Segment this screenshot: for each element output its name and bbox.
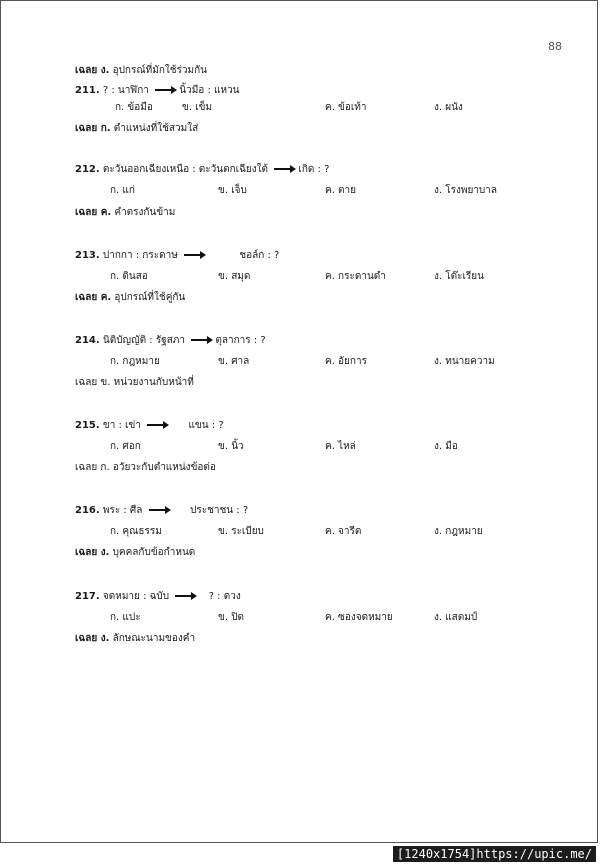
question-number: 211. xyxy=(75,85,100,96)
answer-label: เฉลย ค. xyxy=(75,207,112,218)
choices-214 xyxy=(0,355,600,369)
answer-text: อุปกรณ์ที่มักใช้ร่วมกัน xyxy=(112,65,208,76)
answer-text: คำตรงกันข้าม xyxy=(114,207,176,218)
choice-a: ก. ข้อมือ xyxy=(115,102,153,113)
question-number: 217. xyxy=(75,591,100,602)
page-number: 88 xyxy=(548,40,562,53)
answer-label: เฉลย ง. xyxy=(75,65,110,76)
answer-text: ลักษณะนามของคำ xyxy=(112,633,196,644)
question-right-pair: ชอล์ก : ? xyxy=(239,250,280,261)
choices-216 xyxy=(0,525,600,539)
answer-label: เฉลย ง. xyxy=(75,633,110,644)
arrow-icon xyxy=(191,339,209,341)
answer-label: เฉลย ง. xyxy=(75,547,110,558)
choices-212 xyxy=(0,184,600,198)
question-number: 214. xyxy=(75,335,100,346)
choice-d: ง. โต๊ะเรียน xyxy=(434,271,484,282)
answer-line-213 xyxy=(75,291,185,305)
question-216 xyxy=(75,504,248,518)
choice-d: ง. แสตมป์ xyxy=(434,612,478,623)
answer-line-211 xyxy=(75,122,198,136)
choices-211 xyxy=(0,101,600,115)
choice-b: ข. ปิด xyxy=(218,612,245,623)
arrow-icon xyxy=(175,595,193,597)
arrow-icon xyxy=(147,424,165,426)
choice-a: ก. คุณธรรม xyxy=(110,526,162,537)
answer-line-top xyxy=(75,64,207,78)
choice-a: ก. แก่ xyxy=(110,185,135,196)
question-213 xyxy=(75,249,279,263)
question-left-pair: ตะวันออกเฉียงเหนือ : ตะวันตกเฉียงใต้ xyxy=(102,164,269,175)
arrow-icon xyxy=(184,254,202,256)
choice-b: ข. สมุด xyxy=(218,271,251,282)
question-right-pair: แขน : ? xyxy=(188,420,224,431)
choices-217 xyxy=(0,611,600,625)
choice-a: ก. แปะ xyxy=(110,612,141,623)
arrow-icon xyxy=(155,89,173,91)
choice-d: ง. มือ xyxy=(434,441,458,452)
arrow-icon xyxy=(274,168,292,170)
answer-line-212 xyxy=(75,206,175,220)
answer-text: หน่วยงานกับหน้าที่ xyxy=(113,377,194,388)
answer-line-214 xyxy=(75,376,194,390)
question-right-pair: เกิด : ? xyxy=(298,164,330,175)
choice-c: ค. ซองจดหมาย xyxy=(325,612,393,623)
question-right-pair: นิ้วมือ : แหวน xyxy=(179,85,240,96)
choice-a: ก. ศอก xyxy=(110,441,141,452)
answer-label: เฉลย ข. xyxy=(75,377,111,388)
footer-bar xyxy=(0,843,600,865)
arrow-icon xyxy=(149,509,167,511)
choices-213 xyxy=(0,270,600,284)
choice-b: ข. เจ็บ xyxy=(218,185,247,196)
choice-d: ง. ทนายความ xyxy=(434,356,495,367)
question-left-pair: ขา : เข่า xyxy=(102,420,141,431)
question-right-pair: ประชาชน : ? xyxy=(189,505,249,516)
choice-b: ข. เข็ม xyxy=(182,102,213,113)
answer-label: เฉลย ก. xyxy=(75,123,111,134)
question-214 xyxy=(75,334,266,348)
question-211 xyxy=(75,84,240,98)
question-left-pair: ? : นาฬิกา xyxy=(102,85,149,96)
question-217 xyxy=(75,590,241,604)
choice-c: ค. ข้อเท้า xyxy=(325,102,367,113)
question-right-pair: ? : ดวง xyxy=(208,591,241,602)
choice-b: ข. ศาล xyxy=(218,356,250,367)
answer-line-216 xyxy=(75,546,195,560)
answer-line-217 xyxy=(75,632,195,646)
choice-a: ก. กฎหมาย xyxy=(110,356,160,367)
choice-b: ข. ระเบียบ xyxy=(218,526,264,537)
question-number: 213. xyxy=(75,250,100,261)
question-number: 215. xyxy=(75,420,100,431)
answer-text: อวัยวะกับตำแหน่งข้อต่อ xyxy=(112,462,216,473)
choice-d: ง. ผนัง xyxy=(434,102,463,113)
answer-label: เฉลย ก. xyxy=(75,462,110,473)
answer-text: ตำแหน่งที่ใช้สวมใส่ xyxy=(113,123,199,134)
question-left-pair: นิติบัญญัติ : รัฐสภา xyxy=(102,335,186,346)
question-left-pair: ปากกา : กระดาษ xyxy=(102,250,178,261)
question-left-pair: พระ : ศีล xyxy=(102,505,143,516)
choice-d: ง. โรงพยาบาล xyxy=(434,185,498,196)
question-left-pair: จดหมาย : ฉบับ xyxy=(102,591,170,602)
question-right-pair: ตุลาการ : ? xyxy=(215,335,266,346)
choice-c: ค. ไหล่ xyxy=(325,441,356,452)
choice-c: ค. ตาย xyxy=(325,185,357,196)
choice-b: ข. นิ้ว xyxy=(218,441,244,452)
choice-c: ค. จารีต xyxy=(325,526,362,537)
question-number: 212. xyxy=(75,164,100,175)
answer-label: เฉลย ค. xyxy=(75,292,112,303)
choice-c: ค. อัยการ xyxy=(325,356,367,367)
question-212 xyxy=(75,163,329,177)
question-number: 216. xyxy=(75,505,100,516)
question-215 xyxy=(75,419,224,433)
answer-text: อุปกรณ์ที่ใช้คู่กัน xyxy=(114,292,186,303)
choice-c: ค. กระดานดำ xyxy=(325,271,386,282)
answer-text: บุคคลกับข้อกำหนด xyxy=(112,547,196,558)
answer-line-215 xyxy=(75,461,216,475)
choices-215 xyxy=(0,440,600,454)
choice-a: ก. ดินสอ xyxy=(110,271,148,282)
image-size-watermark: [1240x1754]https://upic.me/ xyxy=(393,846,596,862)
choice-d: ง. กฎหมาย xyxy=(434,526,483,537)
